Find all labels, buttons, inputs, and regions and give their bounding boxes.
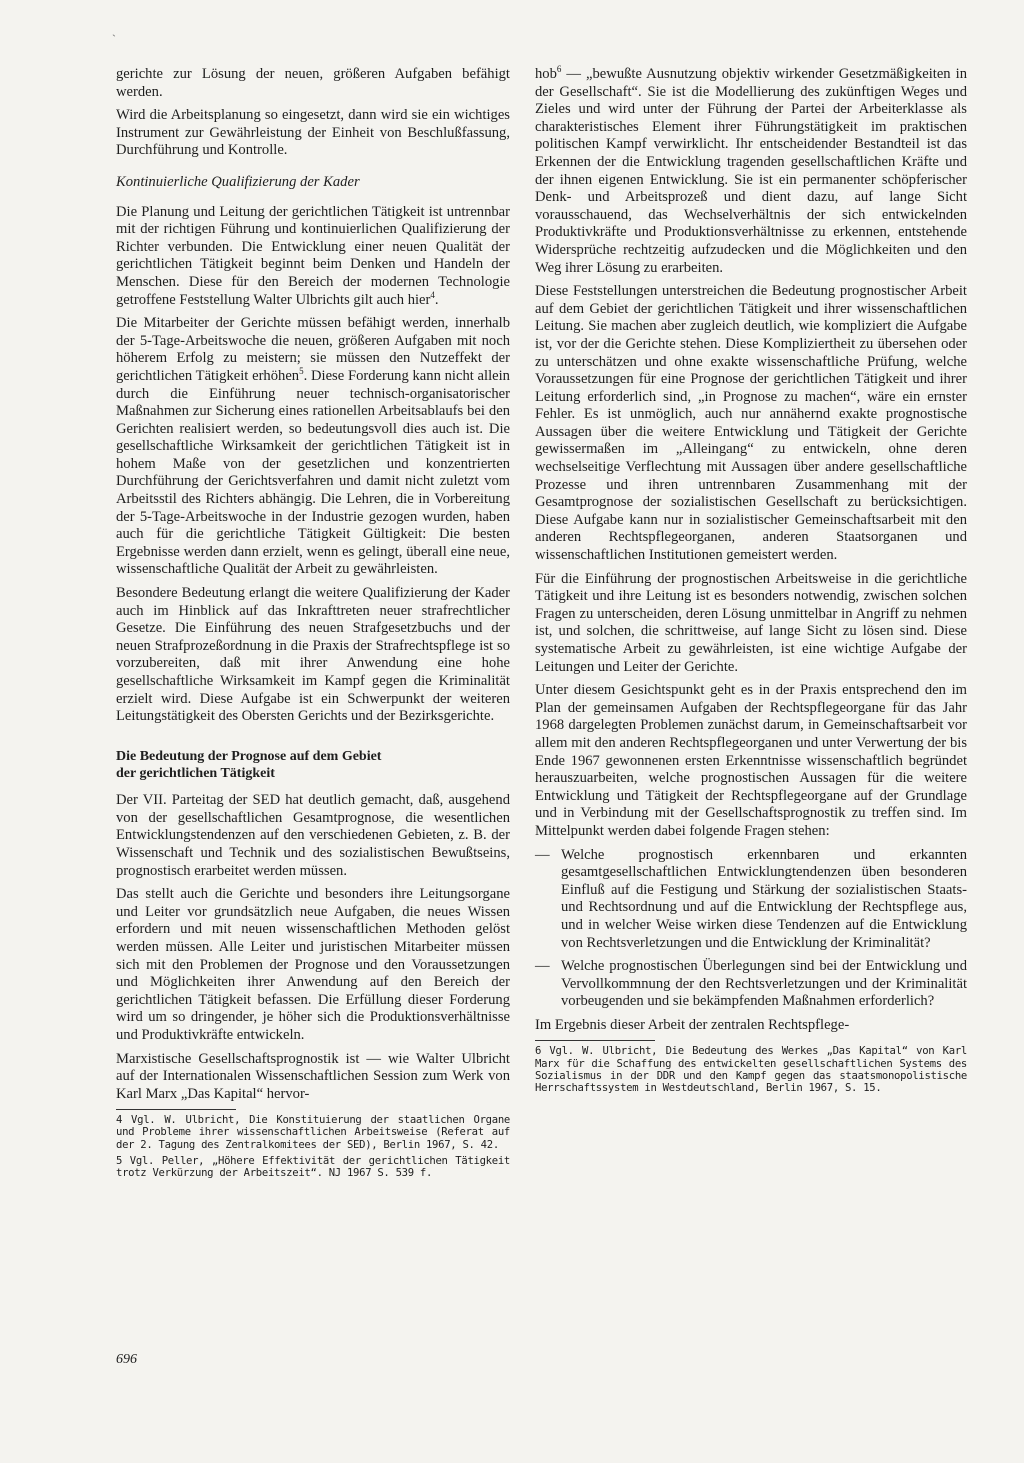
paragraph: Im Ergebnis dieser Arbeit der zentralen Rechtspflege- [535, 1016, 850, 1033]
footnote-divider [116, 1109, 236, 1110]
footnote: 4 Vgl. W. Ulbricht, Die Konstituierung der staatlichen Organe und Probleme ihrer wissenschaftlichen Arbeitsweise (Referat auf der 2. Tagung des Zentralkomitees der SED), Berlin 1967, S. 42. [116, 1114, 510, 1151]
list-item [535, 847, 967, 953]
footnote-divider [535, 1040, 655, 1041]
scan-mark: ˋ [112, 32, 116, 46]
footnote: 6 Vgl. W. Ulbricht, Die Bedeutung des Werkes „Das Kapital“ von Karl Marx für die Schaffung des entwickelten gesellschaftlichen Systems des Sozialismus in der DDR und den Kampf gegen das staatsmonopolistische Herrschaftssystem in Westdeutschland, Berlin 1967, S. 15. [535, 1045, 967, 1095]
question-text: Welche prognostisch erkennbaren und erkannten gesamtgesellschaftlichen Entwicklungtendenzen üben besonderen Einfluß auf die Festigung und Stärkung der sozialistischen Staats- und Rechtsordnung und auf die Entwicklung der Rechtspflege aus, und in welcher Weise wirken diese Tendenzen auf die Entwicklung von Rechtsverletzungen und die Entwicklung der Kriminalität? [561, 846, 967, 951]
paragraph: Das stellt auch die Gerichte und besonders ihre Leitungsorgane und Leiter vor grundsätzlich neue Aufgaben, die neues Wissen erfordern und mit neuen wissenschaftlichen Methoden gelöst werden müssen. Alle Leiter und juristischen Mitarbeiter müssen sich mit den Problemen der Prognose und den Voraussetzungen und Möglichkeiten ihrer Anwendung auf den Bereich der gerichtlichen Tätigkeit befassen. Die Erfüllung dieser Forderung wird um so dringender, je höher sich die Produktionsverhältnisse und Produktivkräfte entwickeln. [116, 886, 510, 1043]
paragraph: Unter diesem Gesichtspunkt geht es in der Praxis entsprechend den im Plan der gemeinsamen Aufgaben der Rechtspflegeorgane für das Jahr 1968 dargelegten Problemen zunächst darum, in Gemeinschaftsarbeit vor allem mit den anderen Rechtspflegeorganen und unter Verwertung der bis Ende 1967 gewonnenen ersten Erkenntnisse wissenschaftlich begründet herauszuarbeiten, welche prognostischen Aussagen für die weitere Entwicklung und Tätigkeit der Rechtspflegeorgane auf der Grundlage und in Verbindung mit der Gesellschaftsprognostik zu treffen sind. Im Mittelpunkt werden dabei folgende Fragen stehen: [535, 682, 967, 839]
footnote-ref: 4 [430, 289, 435, 300]
question-text: Welche prognostischen Überlegungen sind bei der Entwicklung und Vervollkommnung der den Rechtsverletzungen und der Kriminalität vorbeugenden und sie bekämpfenden Maßnahmen erforderlich? [561, 958, 967, 1010]
paragraph: Wird die Arbeitsplanung so eingesetzt, dann wird sie ein wichtiges Instrument zur Gewährleistung der Einheit von Beschlußfassung, Durchführung und Kontrolle. [116, 107, 510, 159]
paragraph: Für die Einführung der prognostischen Arbeitsweise in die gerichtliche Tätigkeit und ihre Leitung ist es besonders notwendig, zwischen solchen Fragen zu unterscheiden, deren Lösung unmittelbar in Angriff zu nehmen ist, und solchen, die schrittweise, auf lange Sicht zu lösen sind. Diese systematische Arbeit zu gewährleisten, ist eine wichtige Aufgabe der Leitungen und Leiter der Gerichte. [535, 570, 967, 675]
left-column [116, 66, 510, 1183]
paragraph: Marxistische Gesellschaftsprognostik ist — wie Walter Ulbricht auf der Internationalen Wissenschaftlichen Session zum Werk von Karl Marx „Das Kapital“ hervor- [116, 1050, 510, 1102]
section-title: Die Bedeutung der Prognose auf dem Gebiet der gerichtlichen Tätigkeit [116, 748, 382, 781]
footnote: 5 Vgl. Peller, „Höhere Effektivität der gerichtlichen Tätigkeit trotz Verkürzung der Arbeitszeit“. NJ 1967 S. 539 f. [116, 1154, 510, 1180]
right-column [535, 66, 967, 1098]
paragraph: Die Planung und Leitung der gerichtlichen Tätigkeit ist untrennbar mit der richtigen Führung und kontinuierlichen Qualifizierung der Richter verbunden. Die Entwicklung einer neuen Qualität der gerichtlichen Tätigkeit beginnt beim Denken und Handeln der Menschen. Diese für den Bereich der modernen Technologie getroffene Feststellung Walter Ulbrichts gilt auch hier$^4$. [116, 203, 510, 308]
subheading: Kontinuierliche Qualifizierung der Kader [116, 173, 360, 190]
page-number: 696 [116, 1352, 137, 1367]
dash-bullet: — [535, 846, 550, 863]
footnote-ref: 6 [556, 64, 562, 75]
paragraph: gerichte zur Lösung der neuen, größeren Aufgaben befähigt werden. [116, 66, 510, 100]
dash-bullet: — [535, 958, 550, 975]
paragraph: Diese Feststellungen unterstreichen die Bedeutung prognostischer Arbeit auf dem Gebiet der gerichtlichen Tätigkeit und ihrer wissenschaftlichen Leitung. Sie machen aber zugleich deutlich, wie kompliziert die Aufgabe ist, vor der die Gerichte stehen. Diese Kompliziertheit zu übersehen oder zu unterschätzen und ohne exakte wissenschaftliche Prüfung, welche Voraussetzungen für eine Prognose der gerichtlichen Tätigkeit und ihrer Leitung erforderlich sind, „in Prognose zu machen“, wäre ein ernster Fehler. Es ist unmöglich, auch nur annähernd exakte prognostische Aussagen über die weitere Entwicklung und Tätigkeit der Gerichte gewissermaßen im „Alleingang“ zu entwickeln, ohne deren wechselseitige Verflechtung mit Aussagen über andere gesellschaftliche Prozesse und ihren untrennbaren Zusammenhang mit der Gesamtprognose der sozialistischen Gesellschaft zu berücksichtigen. Diese Aufgabe kann nur in sozialistischer Gemeinschaftsarbeit mit den anderen Rechtspflegeorganen, anderen Staatsorganen und wissenschaftlichen Institutionen gemeistert werden. [535, 283, 967, 564]
list-item [535, 958, 967, 1011]
paragraph: hob$^6$ — „bewußte Ausnutzung objektiv wirkender Gesetzmäßigkeiten in der Gesellschaft“. Sie ist die Modellierung des zukünftigen Weges und Zieles und wird unter der Führung der Partei der Arbeiterklasse als charakteristisches Element ihrer Führungstätigkeit im praktischen politischen Kampf verwirklicht. Ihr entscheidender Bestandteil ist das Erkennen der die Entwicklung tragenden gesellschaftlichen Kräfte und der ihnen eigenen Entwicklung. Sie ist ein permanenter schöpferischer Denk- und Arbeitsprozeß und dient dazu, auf lange Sicht vorausschauend, das Wechselverhältnis der sich entwickelnden Produktivkräfte und Produktionsverhältnisse zu erkennen, entstehende Widersprüche rechtzeitig aufzudecken und die Möglichkeiten und den Weg ihrer Lösung zu erarbeiten. [535, 64, 967, 276]
footnote-ref: 5 [299, 366, 304, 377]
paragraph: Der VII. Parteitag der SED hat deutlich gemacht, daß, ausgehend von der gesellschaftlichen Gesamtprognose, die wesentlichen Entwicklungstendenzen auf den verschiedenen Gebieten, z. B. der Wissenschaft und Technik und des sozialistischen Bewußtseins, prognostisch erarbeitet werden müssen. [116, 792, 510, 879]
paragraph: Besondere Bedeutung erlangt die weitere Qualifizierung der Kader auch im Hinblick auf das Inkrafttreten neuer strafrechtlicher Gesetze. Die Einführung des neuen Strafgesetzbuchs und der neuen Strafprozeßordnung in die Praxis der Strafrechtspflege ist so vorzubereiten, daß mit ihrer Anwendung eine hohe gesellschaftliche Wirksamkeit im Kampf gegen die Kriminalität erzielt wird. Diese Aufgabe ist ein Schwerpunkt der weiteren Leitungstätigkeit des Obersten Gerichts und der Bezirksgerichte. [116, 585, 510, 725]
paragraph: Die Mitarbeiter der Gerichte müssen befähigt werden, innerhalb der 5-Tage-Arbeitswoche die neuen, größeren Aufgaben mit noch höherem Erfolg zu meistern; sie müssen den Nutzeffekt der gerichtlichen Tätigkeit erhöhen$^5$. Diese Forderung kann nicht allein durch die Einführung neuer technisch-organisatorischer Maßnahmen zur Sicherung eines rationellen Arbeitsablaufs bei den Gerichten realisiert werden, so bedeutungsvoll dies auch ist. Die gesellschaftliche Wirksamkeit der gerichtlichen Tätigkeit ist in hohem Maße von der gesetzlichen und konzentrierten Durchführung der Gerichtsverfahren und damit nicht zuletzt vom Arbeitsstil des Richters abhängig. Die Lehren, die in Vorbereitung der 5-Tage-Arbeitswoche in der Industrie gezogen wurden, haben auch für die gerichtliche Tätigkeit Gültigkeit: Die besten Ergebnisse werden dann erzielt, wenn es gelingt, überall eine neue, wissenschaftliche Qualität der Arbeit zu gewährleisten. [116, 315, 510, 578]
